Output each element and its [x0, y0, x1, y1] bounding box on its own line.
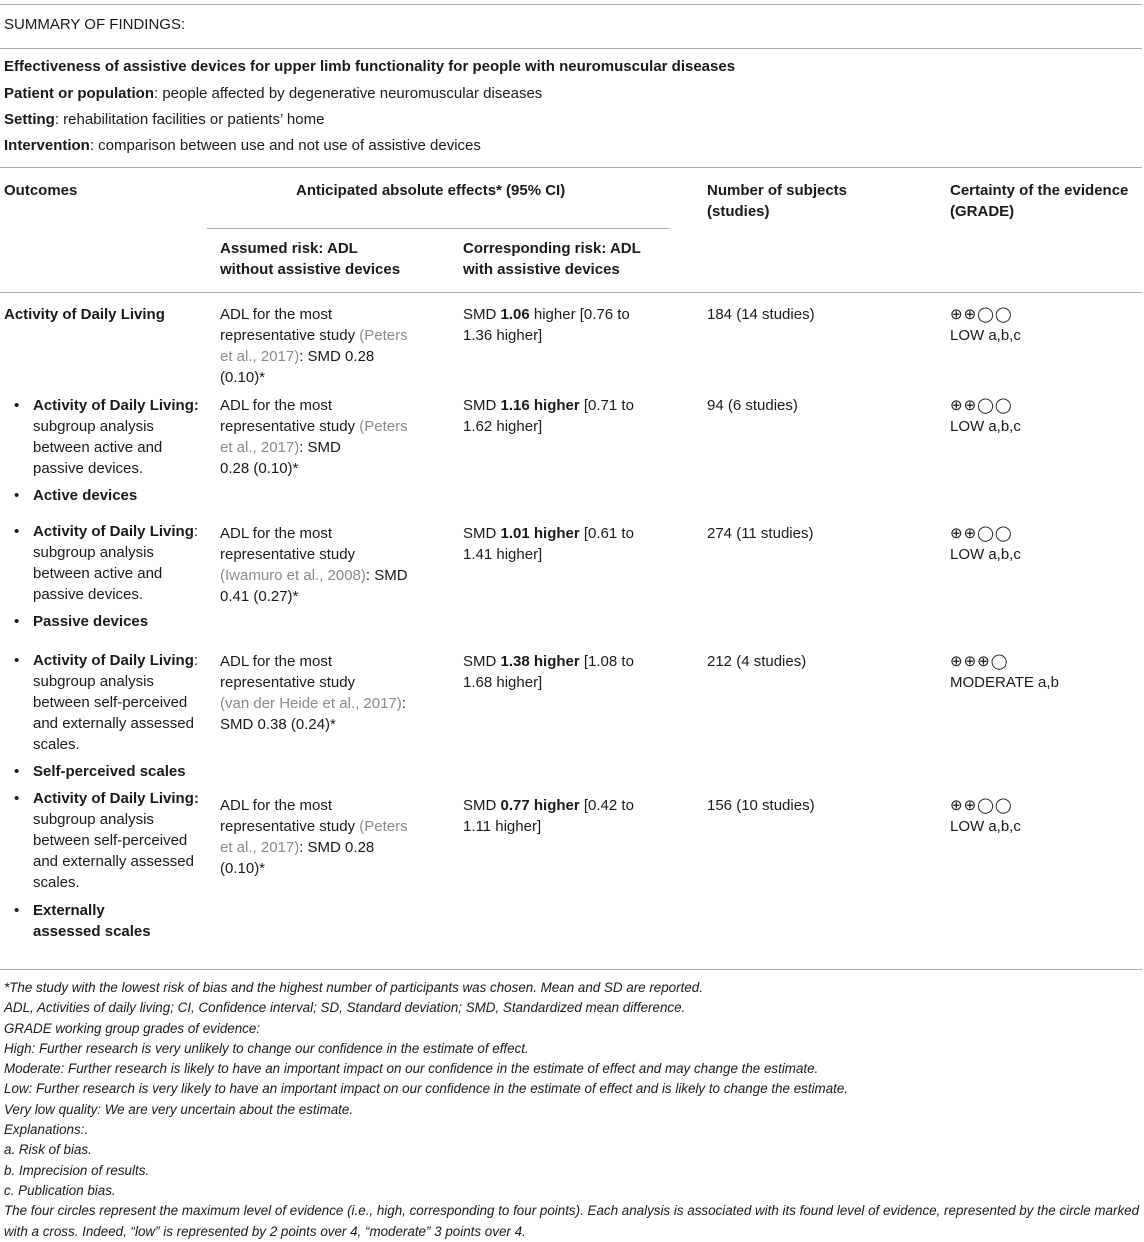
grade-cell: ⊕⊕⊕◯ MODERATE a,b — [950, 653, 1059, 691]
subjects-cell: 212 (4 studies) — [707, 653, 807, 670]
population-value: : people affected by degenerative neuromuscular diseases — [154, 85, 543, 102]
intervention-line — [4, 135, 481, 156]
bullet: • — [14, 652, 20, 669]
header-rule — [0, 167, 1142, 168]
corresponding-risk-cell: SMD 1.16 higher [0.71 to 1.62 higher] — [463, 397, 634, 435]
table-bottom-rule — [0, 969, 1142, 970]
population-line — [4, 83, 542, 104]
grade-cell: ⊕⊕◯◯ LOW a,b,c — [950, 397, 1021, 435]
outcome-cell: Activity of Daily Living: subgroup analysis between active and passive devices. — [33, 397, 199, 477]
anticipated-underline — [207, 228, 669, 229]
footnote-line: ADL, Activities of daily living; CI, Confidence interval; SD, Standard deviation; SMD, Standardized mean difference. — [4, 1000, 686, 1016]
bullet: • — [14, 397, 20, 414]
header-outcomes: Outcomes — [4, 182, 78, 199]
footnote-line: Explanations:. — [4, 1122, 89, 1138]
subjects-cell: 184 (14 studies) — [707, 306, 815, 323]
header-certainty: Certainty of the evidence (GRADE) — [950, 182, 1129, 220]
grade-symbols: ⊕⊕◯◯ — [950, 525, 1013, 542]
assumed-risk-cell: ADL for the most representative study (Peters et al., 2017): SMD 0.28 (0.10)* — [220, 397, 408, 477]
setting-label: Setting — [4, 111, 55, 128]
assumed-risk-cell: ADL for the most representative study (Iwamuro et al., 2008): SMD 0.41 (0.27)* — [220, 525, 408, 605]
grade-symbols: ⊕⊕⊕◯ — [950, 653, 1009, 670]
outcome-cell: Activity of Daily Living: subgroup analysis between self-perceived and externally assessed scales. — [33, 790, 199, 891]
summary-heading: SUMMARY OF FINDINGS: — [4, 16, 186, 33]
bullet: • — [14, 613, 20, 630]
outcome-cell: Activity of Daily Living: subgroup analysis between self-perceived and externally assessed scales. — [33, 652, 199, 753]
footnote-line: a. Risk of bias. — [4, 1142, 92, 1158]
intervention-value: : comparison between use and not use of assistive devices — [89, 137, 481, 154]
header-anticipated: Anticipated absolute effects* (95% CI) — [296, 182, 566, 199]
table-header-bottom-rule — [0, 292, 1142, 293]
footnote-line: The four circles represent the maximum level of evidence (i.e., high, corresponding to four points). Each analysis is associated with its found level of evidence, represented by the circle marked with a cross. Indeed, “low” is represented by 2 points over 4, “moderate” 3 points over 4. — [4, 1203, 1140, 1239]
subgroup-label: Self-perceived scales — [33, 763, 186, 780]
setting-line — [4, 109, 324, 130]
bullet: • — [14, 790, 20, 807]
corresponding-risk-cell: SMD 1.38 higher [1.08 to 1.68 higher] — [463, 653, 634, 691]
assumed-risk-cell: ADL for the most representative study (Peters et al., 2017): SMD 0.28 (0.10)* — [220, 797, 408, 877]
corresponding-risk-cell: SMD 1.01 higher [0.61 to 1.41 higher] — [463, 525, 634, 563]
outcome-cell: Activity of Daily Living: subgroup analysis between active and passive devices. — [33, 523, 199, 603]
outcome-cell: Activity of Daily Living — [4, 306, 165, 323]
footnote-line: c. Publication bias. — [4, 1182, 116, 1198]
grade-cell: ⊕⊕◯◯ LOW a,b,c — [950, 306, 1021, 344]
header-subjects: Number of subjects (studies) — [707, 182, 848, 220]
bullet: • — [14, 902, 20, 919]
summary-title: Effectiveness of assistive devices for upper limb functionality for people with neuromuscular diseases — [4, 58, 736, 75]
summary-rule — [0, 48, 1142, 49]
bullet: • — [14, 763, 20, 780]
subjects-cell: 156 (10 studies) — [707, 797, 815, 814]
bullet: • — [14, 487, 20, 504]
subgroup-label: Active devices — [33, 487, 138, 504]
population-label: Patient or population — [4, 85, 154, 102]
footnote-line: Moderate: Further research is likely to have an important impact on our confidence in the estimate of effect and may change the estimate. — [4, 1061, 819, 1077]
bullet: • — [14, 523, 20, 540]
footnote-line: Very low quality: We are very uncertain about the estimate. — [4, 1101, 354, 1117]
footnote-line: b. Imprecision of results. — [4, 1162, 150, 1178]
footnotes — [4, 978, 1140, 1242]
top-rule — [0, 4, 1142, 5]
grade-cell: ⊕⊕◯◯ LOW a,b,c — [950, 797, 1021, 835]
subjects-cell: 274 (11 studies) — [707, 525, 814, 542]
subgroup-label: Externally assessed scales — [33, 902, 151, 940]
header-corresponding: Corresponding risk: ADL with assistive devices — [463, 240, 641, 278]
subgroup-label: Passive devices — [33, 613, 149, 630]
grade-symbols: ⊕⊕◯◯ — [950, 397, 1013, 414]
grade-symbols: ⊕⊕◯◯ — [950, 306, 1013, 323]
assumed-risk-cell: ADL for the most representative study (van der Heide et al., 2017): SMD 0.38 (0.24)* — [220, 653, 406, 733]
assumed-risk-cell: ADL for the most representative study (Peters et al., 2017): SMD 0.28 (0.10)* — [220, 306, 408, 386]
intervention-label: Intervention — [4, 137, 90, 154]
subjects-cell: 94 (6 studies) — [707, 397, 798, 414]
grade-cell: ⊕⊕◯◯ LOW a,b,c — [950, 525, 1021, 563]
footnote-line: High: Further research is very unlikely to change our confidence in the estimate of effect. — [4, 1040, 529, 1056]
header-assumed: Assumed risk: ADL without assistive devices — [220, 240, 401, 278]
footnote-line: *The study with the lowest risk of bias and the highest number of participants was chosen. Mean and SD are reported. — [4, 980, 703, 995]
setting-value: : rehabilitation facilities or patients’ home — [54, 111, 325, 128]
corresponding-risk-cell: SMD 0.77 higher [0.42 to 1.11 higher] — [463, 797, 634, 835]
corresponding-risk-cell: SMD 1.06 higher [0.76 to 1.36 higher] — [463, 306, 630, 344]
footnote-line: Low: Further research is very likely to have an important impact on our confidence in the estimate of effect and is likely to change the estimate. — [4, 1081, 849, 1097]
grade-symbols: ⊕⊕◯◯ — [950, 797, 1013, 814]
footnote-line: GRADE working group grades of evidence: — [4, 1020, 261, 1036]
